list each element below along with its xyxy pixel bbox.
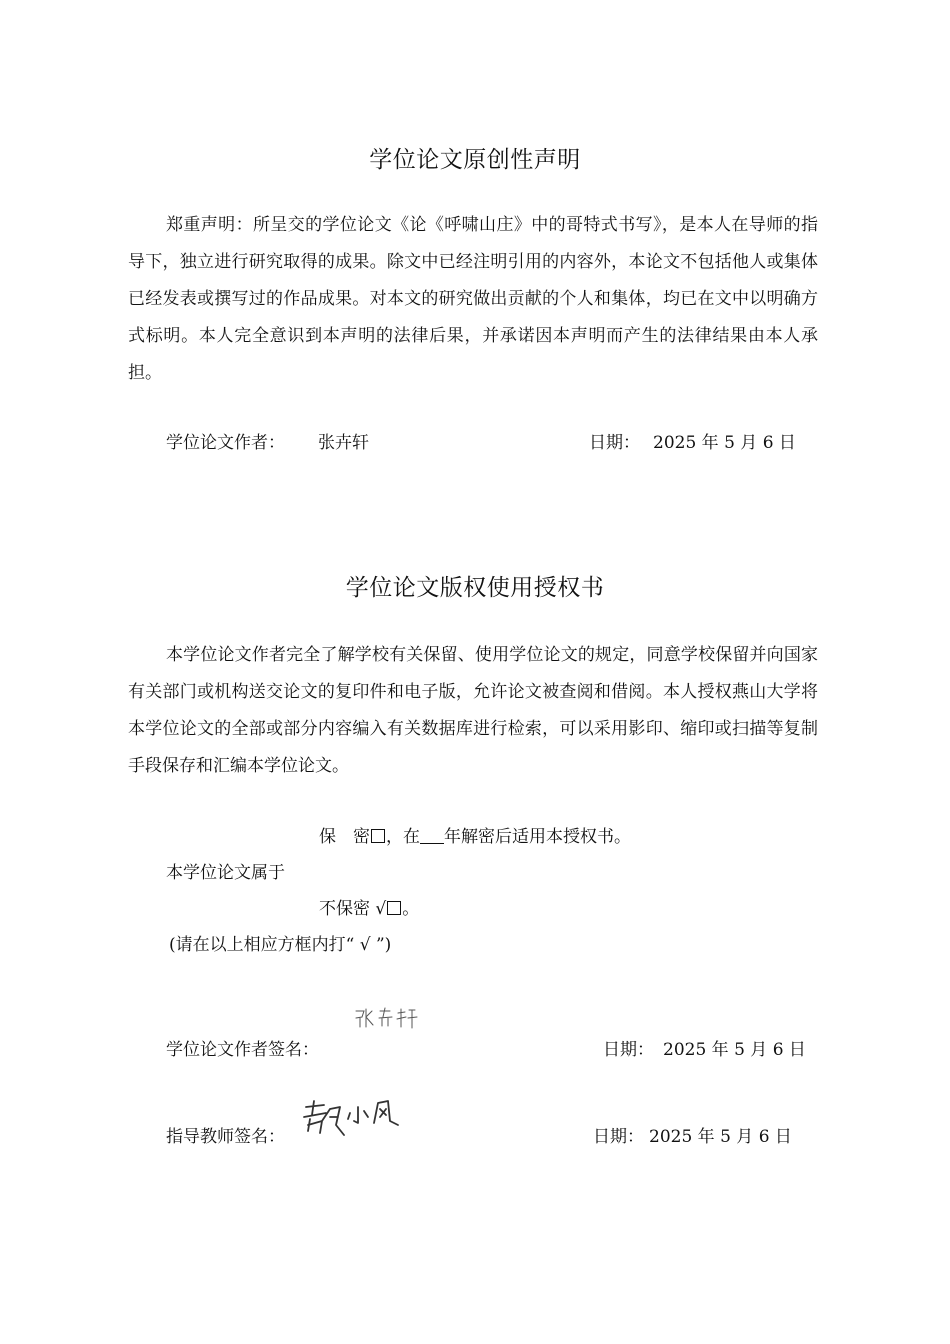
declaration-author-label: 学位论文作者： [166, 433, 285, 453]
declaration-author-name: 张卉轩 [318, 433, 369, 453]
author-signature [352, 1005, 422, 1033]
authorization-body: 本学位论文作者完全了解学校有关保留、使用学位论文的规定，同意学校保留并向国家有关部门或机构送交论文的复印件和电子版，允许论文被查阅和借阅。本人授权燕山大学将本学位论文的全部或部分内容编入有关数据库进行检索，可以采用影印、缩印或扫描等复制手段保存和汇编本学位论文。 [128, 645, 818, 776]
declaration-body: 郑重声明：所呈交的学位论文《论《呼啸山庄》中的哥特式书写》，是本人在导师的指导下，独立进行研究取得的成果。除文中已经注明引用的内容外，本论文不包括他人或集体已经发表或撰写过的作品成果。对本文的研究做出贡献的个人和集体，均已在文中以明确方式标明。本人完全意识到本声明的法律后果，并承诺因本声明而产生的法律结果由本人承担。 [128, 215, 818, 383]
secret-option [319, 822, 631, 847]
checkbox-instruction: (请在以上相应方框内打“ √ ”) [169, 935, 392, 955]
advisor-sign-label: 指导教师签名： [166, 1127, 285, 1147]
belongs-label: 本学位论文属于 [166, 863, 285, 883]
not-secret-checkbox [387, 901, 401, 915]
secret-years-blank [420, 829, 444, 844]
advisor-sign-date-label: 日期： [593, 1127, 644, 1147]
check-mark: √ [375, 899, 387, 919]
author-sign-date: 2025 年 5 月 6 日 [663, 1040, 806, 1060]
declaration-date-value: 2025 年 5 月 6 日 [653, 433, 796, 453]
secret-mid: ，在 [386, 827, 420, 847]
declaration-date-label: 日期： [589, 433, 640, 453]
not-secret-label: 不保密 [319, 899, 370, 919]
author-sign-date-label: 日期： [603, 1040, 654, 1060]
not-secret-tail: 。 [402, 899, 420, 919]
secret-checkbox [371, 829, 385, 843]
declaration-title: 学位论文原创性声明 [369, 147, 581, 173]
secret-label: 保 密 [319, 827, 370, 847]
advisor-sign-date: 2025 年 5 月 6 日 [649, 1127, 792, 1147]
advisor-signature [300, 1095, 410, 1140]
secret-tail: 年解密后适用本授权书。 [444, 827, 631, 847]
not-secret-option [319, 894, 419, 919]
authorization-title: 学位论文版权使用授权书 [345, 575, 605, 601]
author-sign-label: 学位论文作者签名： [166, 1040, 319, 1060]
